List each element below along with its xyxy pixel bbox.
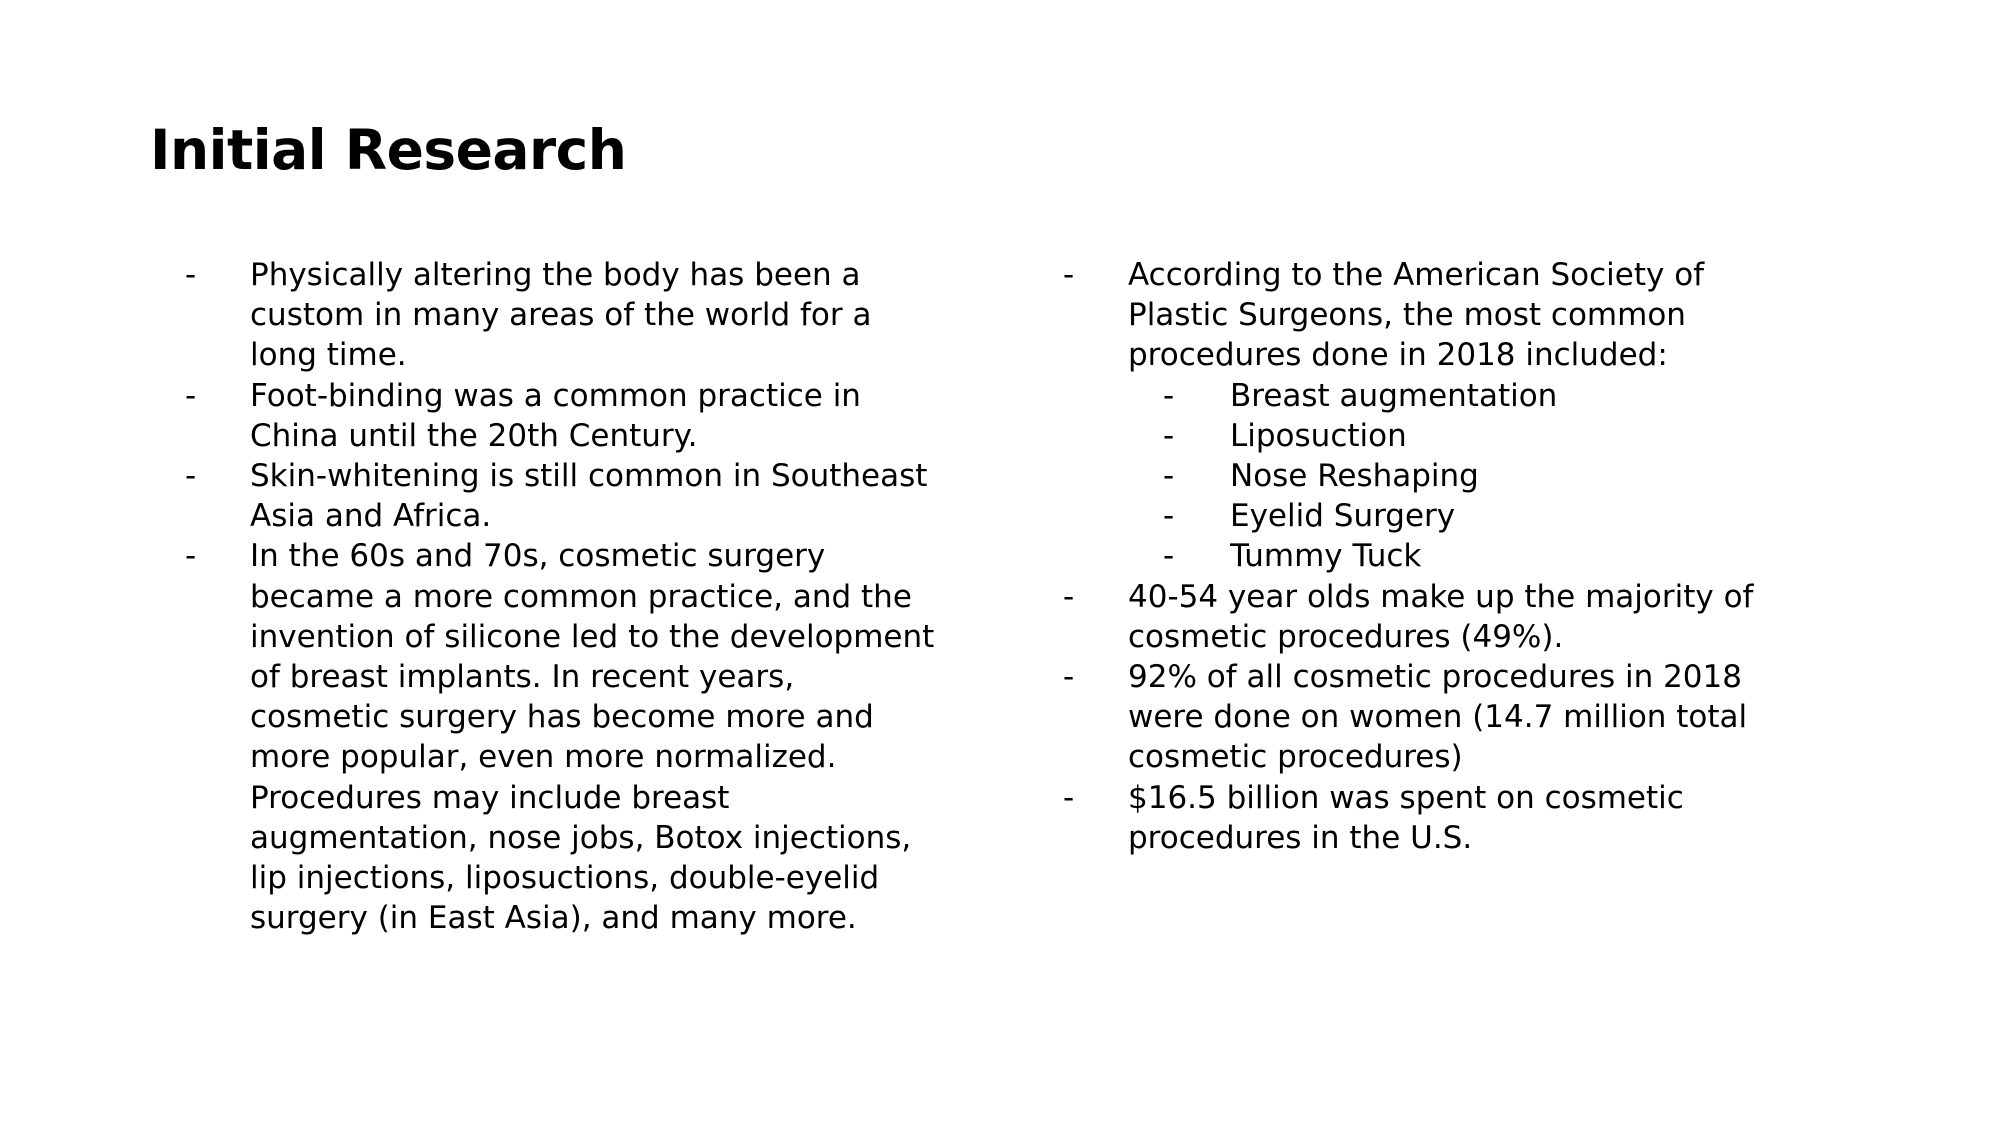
list-item-text: 92% of all cosmetic procedures in 2018 were done on women (14.7 million total cosmetic procedures)	[1128, 659, 1748, 776]
list-item-text: According to the American Society of Plastic Surgeons, the most common procedures done in 2018 included:	[1128, 257, 1705, 374]
list-item	[150, 456, 940, 536]
list-item	[150, 255, 940, 376]
list-item	[1028, 255, 1808, 376]
list-item-text: Physically altering the body has been a custom in many areas of the world for a long time.	[250, 257, 872, 374]
list-item-text: Foot-binding was a common practice in China until the 20th Century.	[250, 377, 861, 454]
right-bullet-list	[1028, 255, 1808, 858]
nested-list-container	[1028, 376, 1808, 577]
procedures-sub-list	[1028, 376, 1808, 577]
bullet-dash: -	[1063, 257, 1075, 293]
list-item-text: In the 60s and 70s, cosmetic surgery became a more common practice, and the invention of silicone led to the development of breast implants. In recent years, cosmetic surgery has become more and more popular, even more normalized. Procedures may include breast augmentation, nose jobs, Botox injections, lip injections, liposuctions, double-eyelid surgery (in East Asia), and many more.	[250, 538, 935, 937]
sub-list-item-text: Breast augmentation	[1230, 377, 1558, 414]
left-bullet-list	[150, 255, 940, 938]
list-item	[1028, 657, 1808, 778]
bullet-dash: -	[185, 257, 197, 293]
sub-list-item-text: Eyelid Surgery	[1230, 498, 1456, 535]
bullet-dash: -	[1163, 377, 1175, 414]
sub-list-item	[1028, 496, 1808, 536]
sub-list-item	[1028, 376, 1808, 416]
list-item	[1028, 778, 1808, 858]
sub-list-item-text: Liposuction	[1230, 417, 1407, 454]
list-item-text: $16.5 billion was spent on cosmetic procedures in the U.S.	[1128, 779, 1684, 856]
bullet-dash: -	[185, 538, 197, 575]
bullet-dash: -	[185, 377, 197, 414]
sub-list-item-text: Tummy Tuck	[1230, 538, 1422, 575]
bullet-dash: -	[1063, 779, 1075, 816]
bullet-dash: -	[1163, 458, 1175, 495]
sub-list-item-text: Nose Reshaping	[1230, 458, 1479, 495]
bullet-dash: -	[1163, 498, 1175, 535]
bullet-dash: -	[185, 458, 197, 495]
list-item	[150, 536, 940, 938]
bullet-dash: -	[1063, 578, 1075, 615]
bullet-dash: -	[1163, 417, 1175, 454]
bullet-dash: -	[1163, 538, 1175, 575]
slide-title: Initial Research	[150, 118, 627, 182]
list-item	[150, 376, 940, 456]
bullet-dash: -	[1063, 659, 1075, 696]
list-item	[1028, 577, 1808, 657]
sub-list-item	[1028, 416, 1808, 456]
list-item-text: 40-54 year olds make up the majority of cosmetic procedures (49%).	[1128, 578, 1754, 655]
sub-list-item	[1028, 536, 1808, 576]
list-item-text: Skin-whitening is still common in Southeast Asia and Africa.	[250, 458, 928, 535]
sub-list-item	[1028, 456, 1808, 496]
